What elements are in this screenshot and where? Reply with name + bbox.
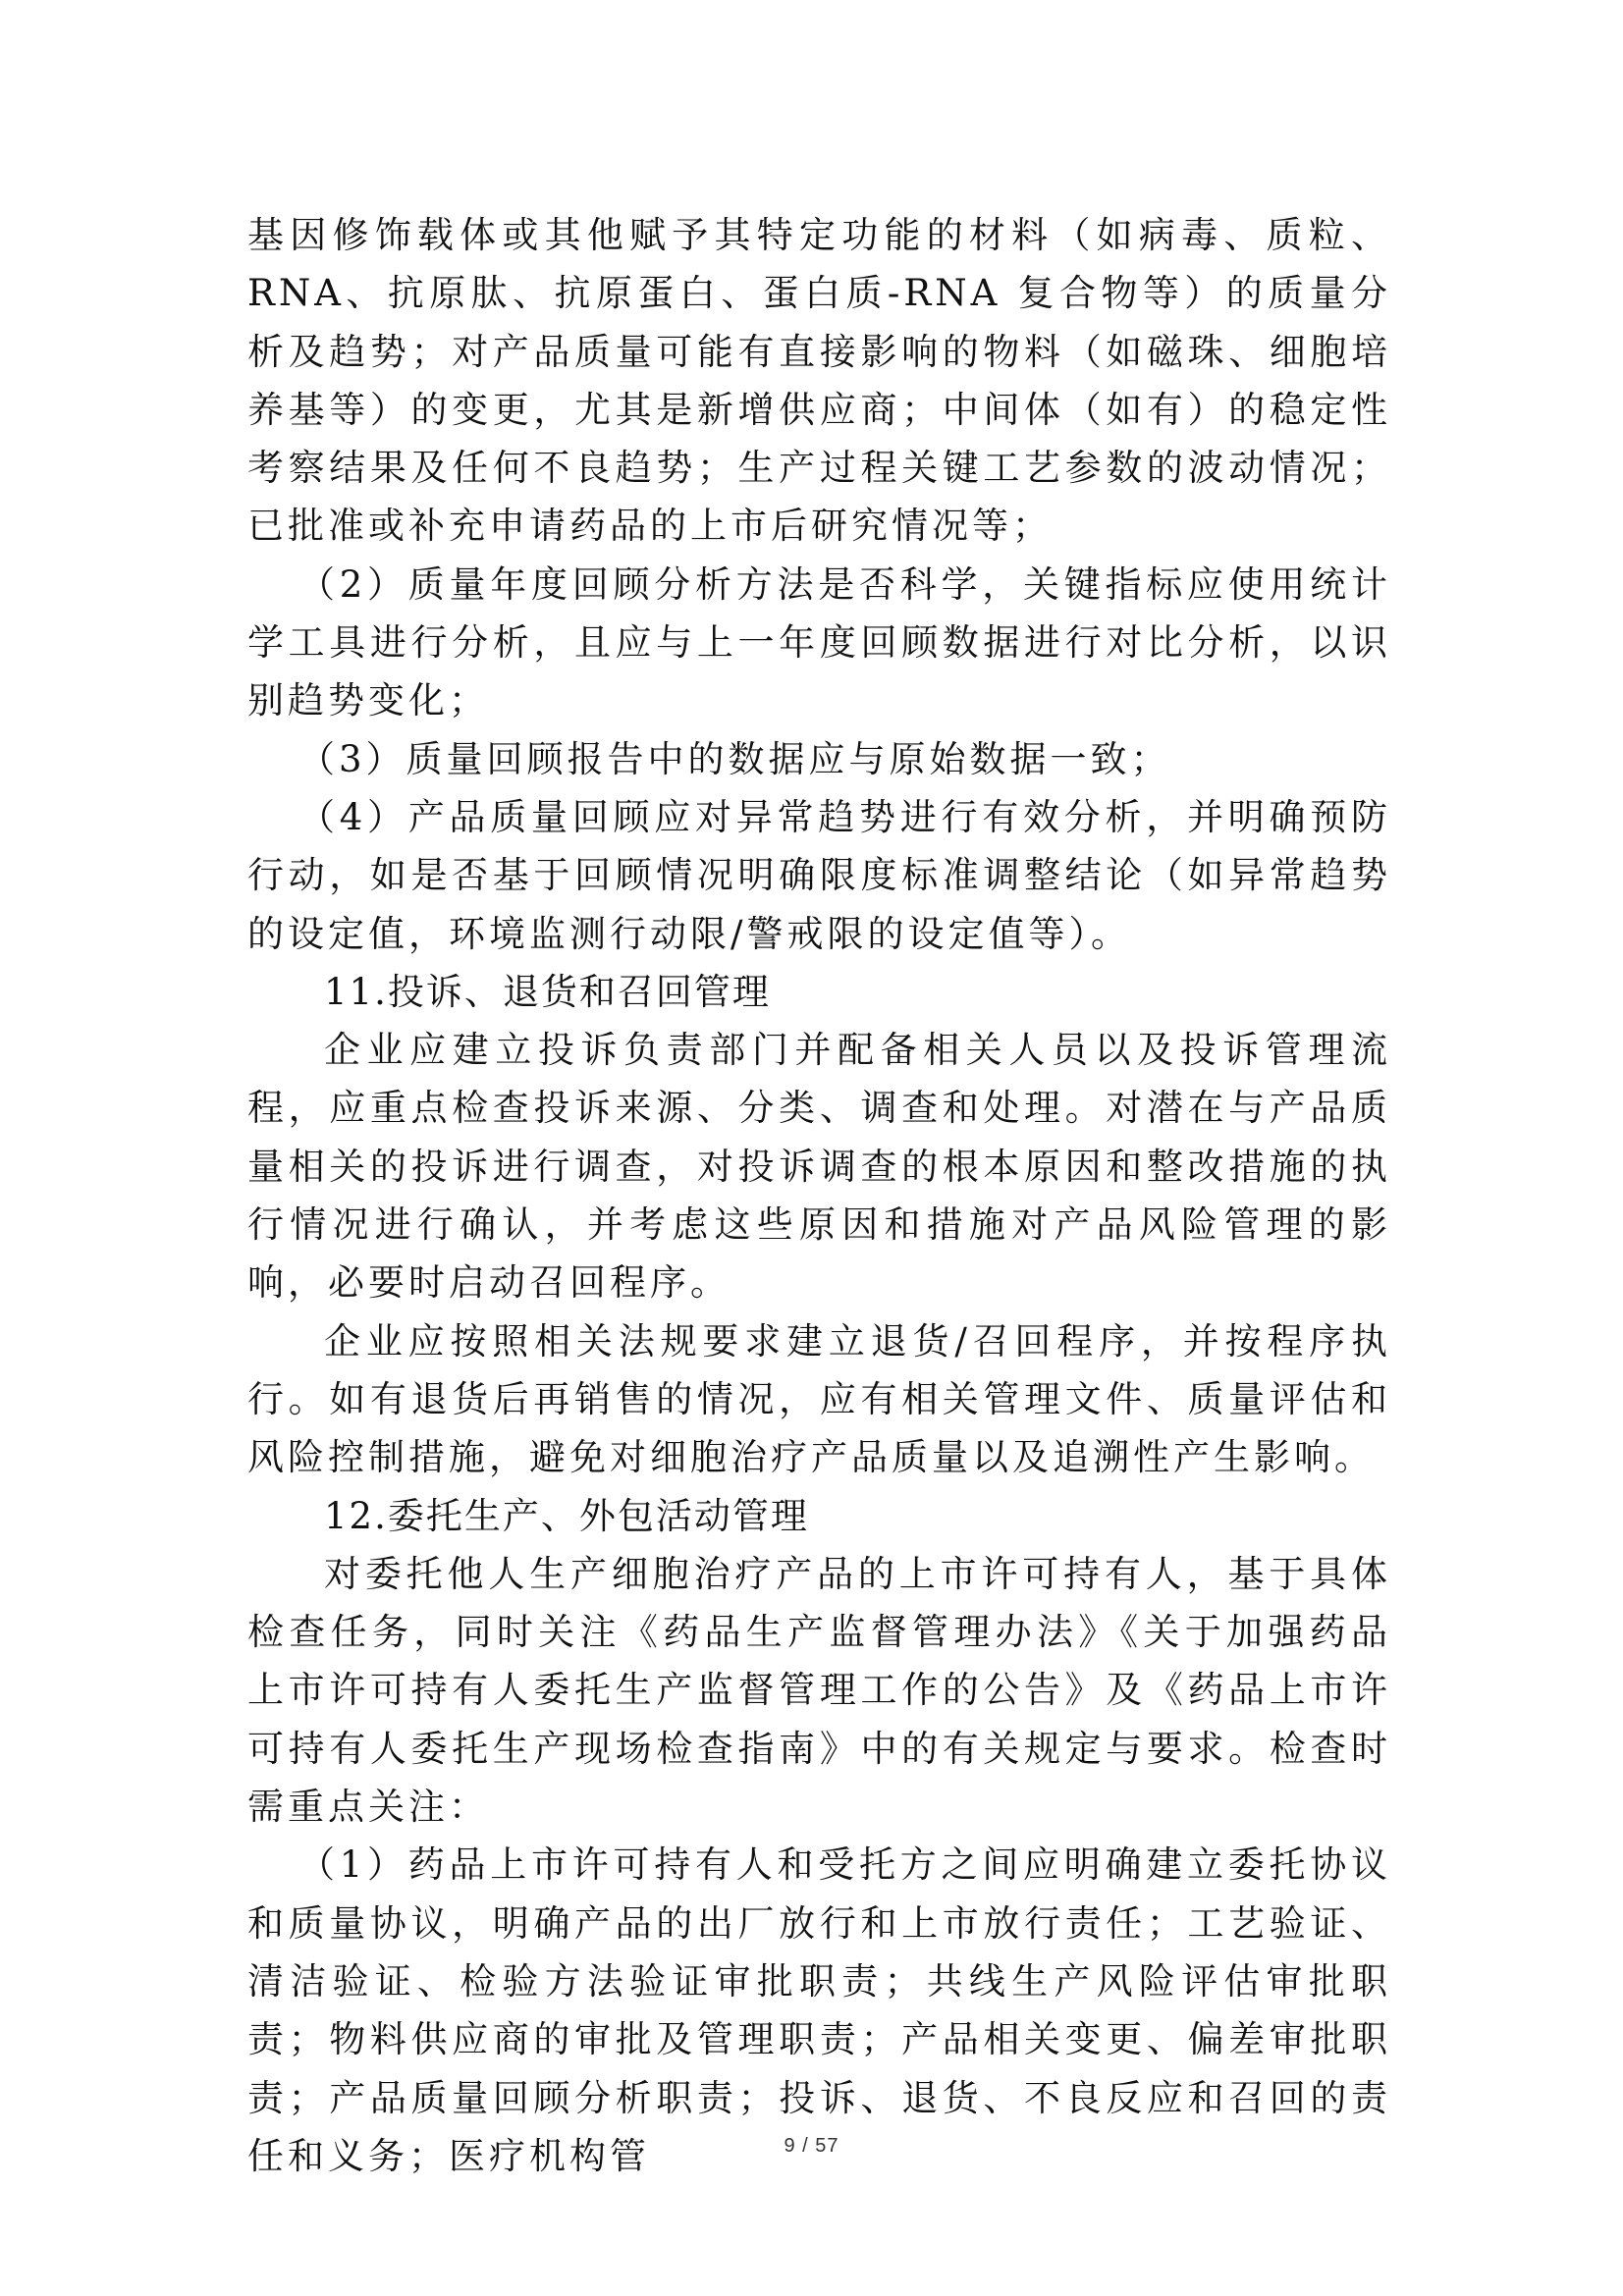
section-heading-12: 12.委托生产、外包活动管理	[324, 1494, 809, 1537]
list-item-1: （1）药品上市许可持有人和受托方之间应明确建立委托协议和质量协议，明确产品的出厂放行和上市放行责任；工艺验证、清洁验证、检验方法验证审批职责；共线生产风险评估审批职责；物料供应商的审批及管理职责；产品相关变更、偏差审批职责；产品质量回顾分析职责；投诉、退货、不良反应和召回的责任和义务；医疗机构管	[247, 1843, 1391, 2177]
paragraph-returns-recall: 企业应按照相关法规要求建立退货/召回程序，并按程序执行。如有退货后再销售的情况，应有相关管理文件、质量评估和风险控制措施，避免对细胞治疗产品质量以及追溯性产生影响。	[247, 1319, 1391, 1479]
page-body	[247, 206, 1391, 2185]
list-item-4: （4）产品质量回顾应对异常趋势进行有效分析，并明确预防行动，如是否基于回顾情况明确限度标准调整结论（如异常趋势的设定值，环境监测行动限/警戒限的设定值等）。	[247, 795, 1391, 955]
list-item-2: （2）质量年度回顾分析方法是否科学，关键指标应使用统计学工具进行分析，且应与上一年度回顾数据进行对比分析，以识别趋势变化；	[247, 562, 1391, 722]
section-heading-11: 11.投诉、退货和召回管理	[324, 970, 771, 1013]
paragraph-contract-manufacturing: 对委托他人生产细胞治疗产品的上市许可持有人，基于具体检查任务，同时关注《药品生产监督管理办法》《关于加强药品上市许可持有人委托生产监督管理工作的公告》及《药品上市许可持有人委托生产现场检查指南》中的有关规定与要求。检查时需重点关注：	[247, 1552, 1391, 1829]
paragraph-continuation: 基因修饰载体或其他赋予其特定功能的材料（如病毒、质粒、RNA、抗原肽、抗原蛋白、蛋白质-RNA 复合物等）的质量分析及趋势；对产品质量可能有直接影响的物料（如磁珠、细胞培养基等）的变更，尤其是新增供应商；中间体（如有）的稳定性考察结果及任何不良趋势；生产过程关键工艺参数的波动情况；已批准或补充申请药品的上市后研究情况等；	[247, 214, 1391, 548]
page-number: 9 / 57	[784, 2135, 839, 2157]
paragraph-complaints: 企业应建立投诉负责部门并配备相关人员以及投诉管理流程，应重点检查投诉来源、分类、调查和处理。对潜在与产品质量相关的投诉进行调查，对投诉调查的根本原因和整改措施的执行情况进行确认，并考虑这些原因和措施对产品风险管理的影响，必要时启动召回程序。	[247, 1029, 1391, 1305]
list-item-3: （3）质量回顾报告中的数据应与原始数据一致；	[298, 737, 1171, 780]
